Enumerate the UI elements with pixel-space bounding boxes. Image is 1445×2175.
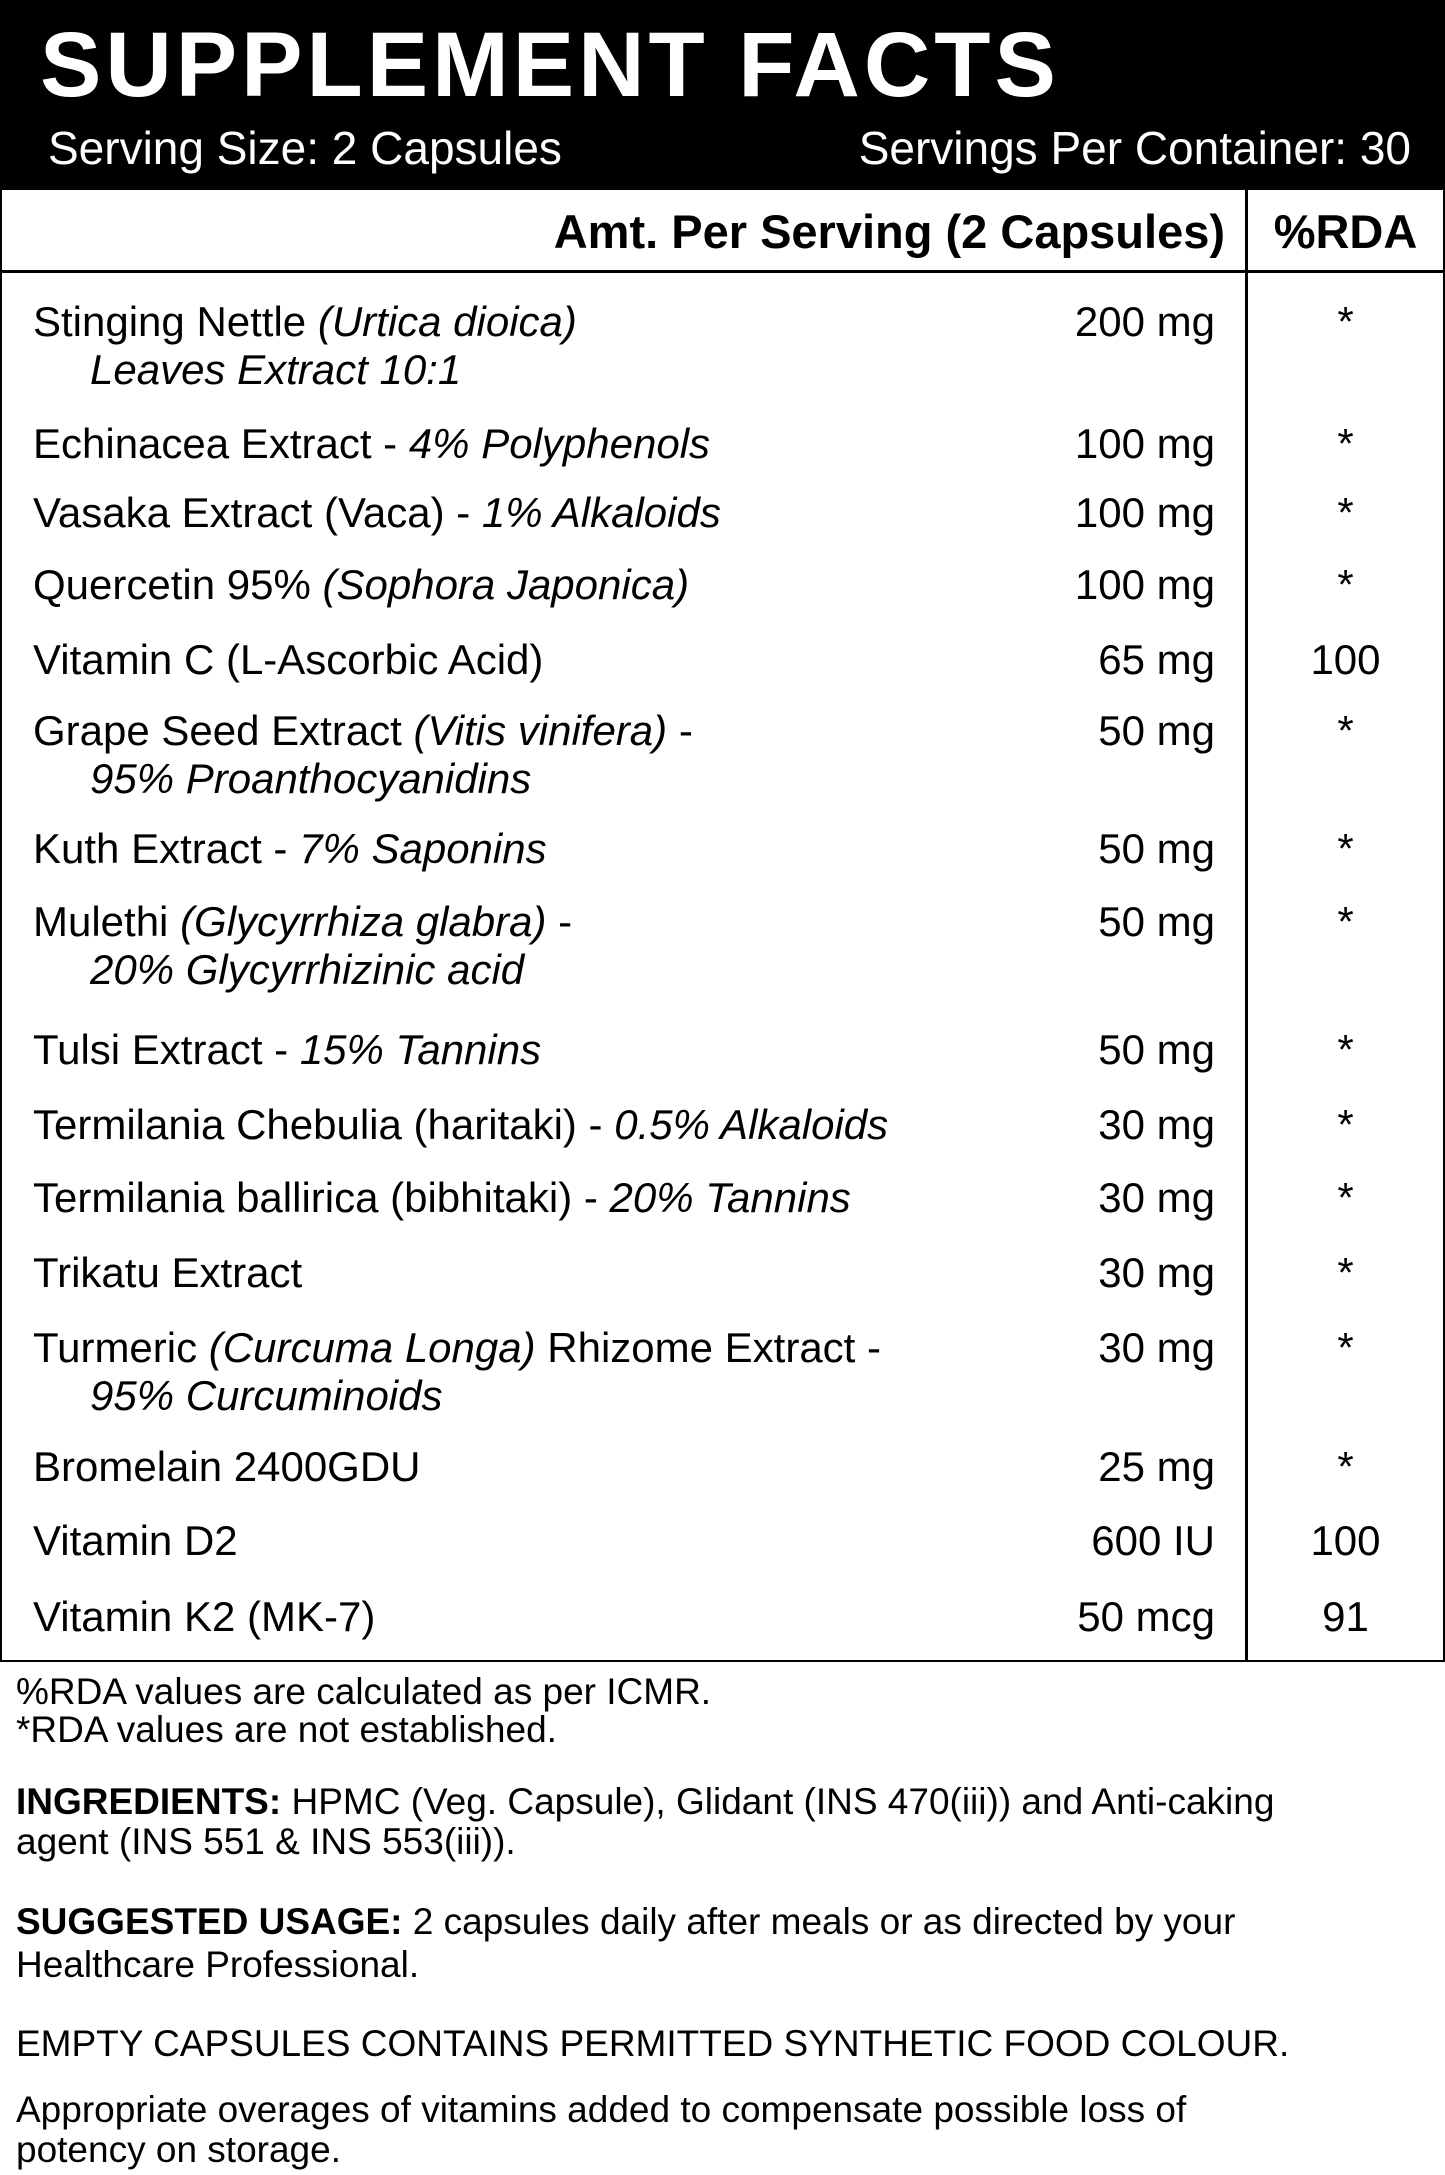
ingredient-rda: * bbox=[1337, 420, 1354, 467]
ingredient-name-part: 7% Saponins bbox=[299, 825, 547, 872]
ingredient-name-part: Mulethi bbox=[33, 898, 181, 945]
ingredient-amount: 100 mg bbox=[1074, 420, 1215, 467]
ingredient-name bbox=[33, 298, 577, 346]
ingredient-rda: * bbox=[1337, 707, 1354, 754]
ingredient-rda: * bbox=[1337, 1324, 1354, 1371]
ingredient-name-part: Grape Seed Extract bbox=[33, 707, 414, 754]
ingredient-name-part: 1% Alkaloids bbox=[481, 489, 721, 536]
ingredient-name-part: Termilania Chebulia (haritaki) - bbox=[33, 1101, 615, 1148]
ingredient-rda: * bbox=[1337, 898, 1354, 945]
header-divider bbox=[2, 270, 1443, 273]
ingredient-rda: * bbox=[1337, 298, 1354, 345]
amount-header: Amt. Per Serving (2 Capsules) bbox=[553, 205, 1225, 258]
ingredient-amount: 30 mg bbox=[1098, 1101, 1215, 1148]
rda-note-2: *RDA values are not established. bbox=[16, 1709, 557, 1750]
ingredient-amount: 30 mg bbox=[1098, 1249, 1215, 1296]
ingredient-amount: 100 mg bbox=[1074, 561, 1215, 608]
ingredient-name-part: 0.5% Alkaloids bbox=[614, 1101, 889, 1148]
ingredient-amount: 600 IU bbox=[1091, 1517, 1215, 1564]
ingredient-name-part: 20% Tannins bbox=[609, 1174, 851, 1221]
ingredient-rda: * bbox=[1337, 561, 1354, 608]
usage-label: SUGGESTED USAGE: bbox=[16, 1901, 403, 1942]
ingredient-rda: 100 bbox=[1310, 1517, 1381, 1564]
ingredient-name-part: (Curcuma Longa) bbox=[208, 1324, 536, 1371]
overage-line-2: potency on storage. bbox=[16, 2129, 341, 2170]
ingredient-amount: 50 mcg bbox=[1077, 1593, 1215, 1640]
overage-line-1: Appropriate overages of vitamins added to compensate possible loss of bbox=[16, 2089, 1187, 2130]
ingredient-name bbox=[33, 1101, 888, 1149]
ingredient-amount: 50 mg bbox=[1098, 825, 1215, 872]
ingredient-amount: 30 mg bbox=[1098, 1174, 1215, 1221]
ingredient-name-part: Vitamin C (L-Ascorbic Acid) bbox=[33, 636, 544, 683]
ingredient-name-part: (Urtica dioica) bbox=[317, 298, 577, 345]
facts-table bbox=[0, 190, 1445, 1662]
rda-note-1: %RDA values are calculated as per ICMR. bbox=[16, 1671, 712, 1712]
ingredient-name-part: - bbox=[667, 707, 693, 754]
ingredient-amount: 50 mg bbox=[1098, 707, 1215, 754]
ingredient-name bbox=[33, 898, 572, 946]
ingredient-detail: 20% Glycyrrhizinic acid bbox=[90, 946, 525, 993]
ingredient-amount: 50 mg bbox=[1098, 1026, 1215, 1073]
ingredients-text: HPMC (Veg. Capsule), Glidant (INS 470(iii)) and Anti-caking bbox=[281, 1781, 1275, 1822]
ingredient-name-part: Tulsi Extract - bbox=[33, 1026, 300, 1073]
ingredient-name-part: Bromelain 2400GDU bbox=[33, 1443, 421, 1490]
rda-header: %RDA bbox=[1273, 205, 1418, 258]
ingredient-name-part: Termilania ballirica (bibhitaki) - bbox=[33, 1174, 610, 1221]
ingredient-rda: 91 bbox=[1322, 1593, 1369, 1640]
ingredient-amount: 50 mg bbox=[1098, 898, 1215, 945]
ingredient-name bbox=[33, 1443, 421, 1491]
ingredient-name-part: Kuth Extract - bbox=[33, 825, 300, 872]
page-title: SUPPLEMENT FACTS bbox=[40, 14, 1060, 116]
ingredient-rda: * bbox=[1337, 489, 1354, 536]
ingredients-line-2: agent (INS 551 & INS 553(iii)). bbox=[16, 1821, 516, 1862]
ingredient-name-part: - bbox=[546, 898, 573, 945]
ingredient-name bbox=[33, 1517, 238, 1565]
ingredient-detail: 95% Curcuminoids bbox=[90, 1372, 443, 1419]
ingredient-name bbox=[33, 1249, 302, 1297]
ingredients-label: INGREDIENTS: bbox=[16, 1781, 282, 1822]
usage-line-2: Healthcare Professional. bbox=[16, 1944, 420, 1985]
ingredient-name bbox=[33, 825, 547, 873]
usage-text: 2 capsules daily after meals or as directed by your bbox=[402, 1901, 1236, 1942]
ingredient-amount: 65 mg bbox=[1098, 636, 1215, 683]
ingredient-detail: 95% Proanthocyanidins bbox=[90, 755, 532, 802]
ingredient-name-part: (Vitis vinifera) bbox=[413, 707, 668, 754]
ingredient-amount: 200 mg bbox=[1074, 298, 1215, 345]
ingredient-name bbox=[33, 636, 543, 684]
colour-note: EMPTY CAPSULES CONTAINS PERMITTED SYNTHETIC FOOD COLOUR. bbox=[16, 2023, 1290, 2064]
header-band bbox=[0, 0, 1445, 190]
usage-line-1 bbox=[16, 1902, 1235, 1942]
ingredient-name bbox=[33, 1593, 375, 1641]
ingredient-name bbox=[33, 561, 689, 609]
ingredient-name-part: Vitamin D2 bbox=[33, 1517, 238, 1564]
ingredient-name bbox=[33, 420, 710, 468]
ingredient-amount: 100 mg bbox=[1074, 489, 1215, 536]
ingredient-rda: * bbox=[1337, 1026, 1354, 1073]
ingredient-name bbox=[33, 1026, 541, 1074]
ingredient-name-part: Vasaka Extract (Vaca) - bbox=[33, 489, 482, 536]
ingredients-line-1 bbox=[16, 1782, 1274, 1822]
ingredient-name-part: Vitamin K2 (MK-7) bbox=[33, 1593, 376, 1640]
ingredient-name-part: Rhizome Extract - bbox=[535, 1324, 882, 1371]
ingredient-rda: * bbox=[1337, 1249, 1354, 1296]
ingredient-name bbox=[33, 1324, 881, 1372]
ingredient-name-part: Turmeric bbox=[33, 1324, 209, 1371]
ingredient-name-part: Stinging Nettle bbox=[33, 298, 318, 345]
ingredient-rda: 100 bbox=[1310, 636, 1381, 683]
ingredient-name bbox=[33, 707, 693, 755]
ingredient-name-part: (Glycyrrhiza glabra) bbox=[180, 898, 547, 945]
servings-per-container: Servings Per Container: 30 bbox=[858, 122, 1411, 174]
serving-size: Serving Size: 2 Capsules bbox=[48, 122, 562, 174]
ingredient-name-part: 15% Tannins bbox=[299, 1026, 542, 1073]
ingredient-amount: 25 mg bbox=[1098, 1443, 1215, 1490]
ingredient-rda: * bbox=[1337, 1174, 1354, 1221]
ingredient-name-part: 4% Polyphenols bbox=[408, 420, 711, 467]
ingredient-name-part: Trikatu Extract bbox=[33, 1249, 303, 1296]
ingredient-name bbox=[33, 1174, 851, 1222]
ingredient-name-part: (Sophora Japonica) bbox=[322, 561, 690, 608]
ingredient-name bbox=[33, 489, 721, 537]
ingredient-name-part: Quercetin 95% bbox=[33, 561, 323, 608]
ingredient-amount: 30 mg bbox=[1098, 1324, 1215, 1371]
ingredient-rda: * bbox=[1337, 1101, 1354, 1148]
ingredient-detail: Leaves Extract 10:1 bbox=[90, 346, 462, 393]
ingredient-rda: * bbox=[1337, 1443, 1354, 1490]
ingredient-name-part: Echinacea Extract - bbox=[33, 420, 409, 467]
ingredient-rda: * bbox=[1337, 825, 1354, 872]
